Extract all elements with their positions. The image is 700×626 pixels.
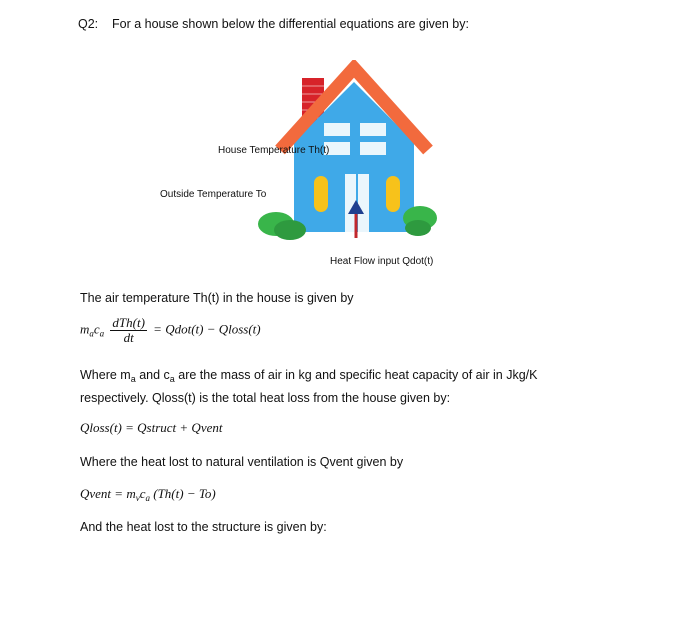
eq1-c: c (93, 321, 100, 337)
question-text: For a house shown below the differential equations are given by: (112, 17, 469, 31)
eq1-denominator: dt (123, 330, 134, 345)
equation-qloss: Qloss(t) = Qstruct + Qvent (80, 420, 223, 435)
window (324, 123, 350, 136)
house-temperature-label: House Temperature Th(t) (218, 145, 330, 156)
eq3-c-sub: a (145, 493, 150, 503)
intro-text: The air temperature Th(t) in the house is given by (80, 291, 354, 305)
eq1-fraction (110, 316, 147, 345)
where-part3: are the mass of air in kg and specific heat capacity of air in Jkg/K (174, 368, 538, 382)
eq3-rhs: (Th(t) − To) (149, 486, 216, 501)
outside-temperature-label: Outside Temperature To (160, 189, 267, 200)
where-sub-a2: a (169, 374, 175, 384)
eq3-c: c (139, 486, 146, 501)
eq3-lhs: Qvent = m (80, 486, 136, 501)
eq1-rhs: = Qdot(t) − Qloss(t) (153, 321, 261, 337)
eq1-c-sub: a (99, 328, 105, 339)
eq1-m-sub: a (89, 328, 94, 339)
window (360, 142, 386, 155)
question-number: Q2: (78, 17, 99, 31)
where-paragraph (80, 366, 600, 408)
closing-text: And the heat lost to the structure is given by: (80, 520, 327, 534)
where-part1: Where m (80, 368, 131, 382)
eq3-m-sub: v (135, 493, 140, 503)
eq1-numerator: dTh(t) (112, 315, 145, 330)
equation-qvent (80, 486, 216, 503)
equation-air-temperature (80, 316, 261, 345)
lamp-right (386, 176, 400, 212)
heat-flow-label: Heat Flow input Qdot(t) (330, 256, 434, 267)
where-sub-a1: a (130, 374, 136, 384)
where-part2: and c (135, 368, 170, 382)
ventilation-text: Where the heat lost to natural ventilation is Qvent given by (80, 455, 404, 469)
window (360, 123, 386, 136)
eq1-m: m (80, 321, 90, 337)
lamp-left (314, 176, 328, 212)
where-line2: respectively. Qloss(t) is the total heat loss from the house given by: (80, 391, 451, 405)
